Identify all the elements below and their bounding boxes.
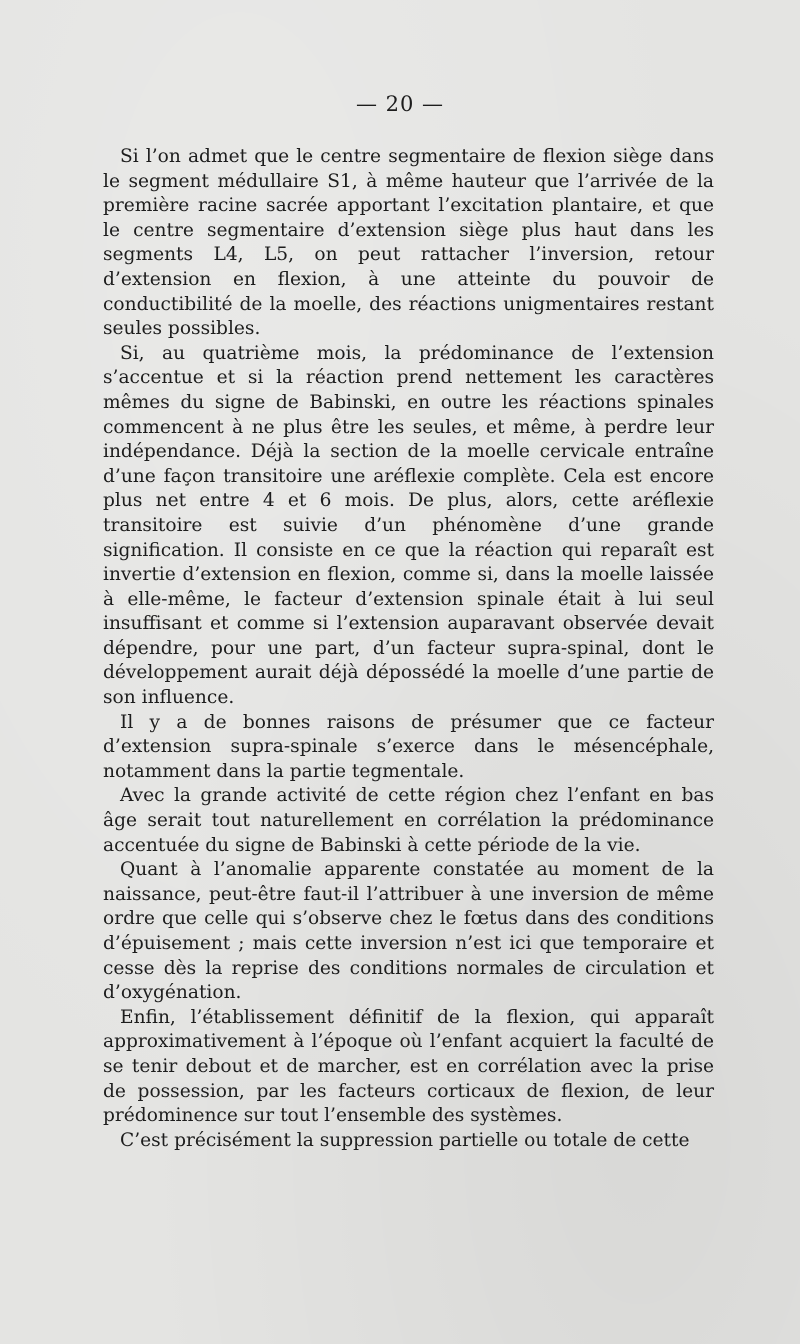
paragraph: Quant à l’anomalie apparente constatée au moment de la naissance, peut-être faut-il l’attribuer à une inversion de même ordre que celle qui s’observe chez le fœtus dans des conditions d’épuisement ; mais cette inversion n’est ici que temporaire et cesse dès la reprise des conditions normales de circulation et d’oxygénation. bbox=[103, 859, 714, 1004]
paragraph: Si l’on admet que le centre segmentaire de flexion siège dans le segment médullaire S1, à même hauteur que l’arrivée de la première racine sacrée apportant l’excitation plantaire, et que le centre segmentaire d’extension siège plus haut dans les segments L4, L5, on peut rattacher l’inversion, retour d’extension en flexion, à une atteinte du pouvoir de conductibilité de la moelle, des réactions unigmentaires restant seules possibles. bbox=[103, 146, 714, 340]
body-text bbox=[103, 145, 714, 1153]
page-number: — 20 — bbox=[355, 92, 445, 116]
paragraph: Avec la grande activité de cette région chez l’enfant en bas âge serait tout naturellement en corrélation la prédominance accentuée du signe de Babinski à cette période de la vie. bbox=[103, 785, 714, 856]
paragraph: Enfin, l’établissement définitif de la flexion, qui apparaît approximativement à l’époque où l’enfant acquiert la faculté de se tenir debout et de marcher, est en corrélation avec la prise de possession, par les facteurs corticaux de flexion, de leur prédominence sur tout l’ensemble des systèmes. bbox=[103, 1006, 714, 1127]
paragraph: Il y a de bonnes raisons de présumer que ce facteur d’extension supra-spinale s’exerce dans le mésencéphale, notamment dans la partie tegmentale. bbox=[103, 711, 714, 782]
paragraph: Si, au quatrième mois, la prédominance de l’extension s’accentue et si la réaction prend nettement les caractères mêmes du signe de Babinski, en outre les réactions spinales commencent à ne plus être les seules, et même, à perdre leur indépendance. Déjà la section de la moelle cervicale entraîne d’une façon transitoire une aréflexie complète. Cela est encore plus net entre 4 et 6 mois. De plus, alors, cette aréflexie transitoire est suivie d’un phénomène d’une grande signification. Il consiste en ce que la réaction qui reparaît est invertie d’extension en flexion, comme si, dans la moelle laissée à elle-même, le facteur d’extension spinale était à lui seul insuffisant et comme si l’extension auparavant observée devait dépendre, pour une part, d’un facteur supra-spinal, dont le développement aurait déjà dépossédé la moelle d’une partie de son influence. bbox=[103, 342, 714, 709]
paragraph: C’est précisément la suppression partielle ou totale de cette bbox=[120, 1129, 690, 1151]
